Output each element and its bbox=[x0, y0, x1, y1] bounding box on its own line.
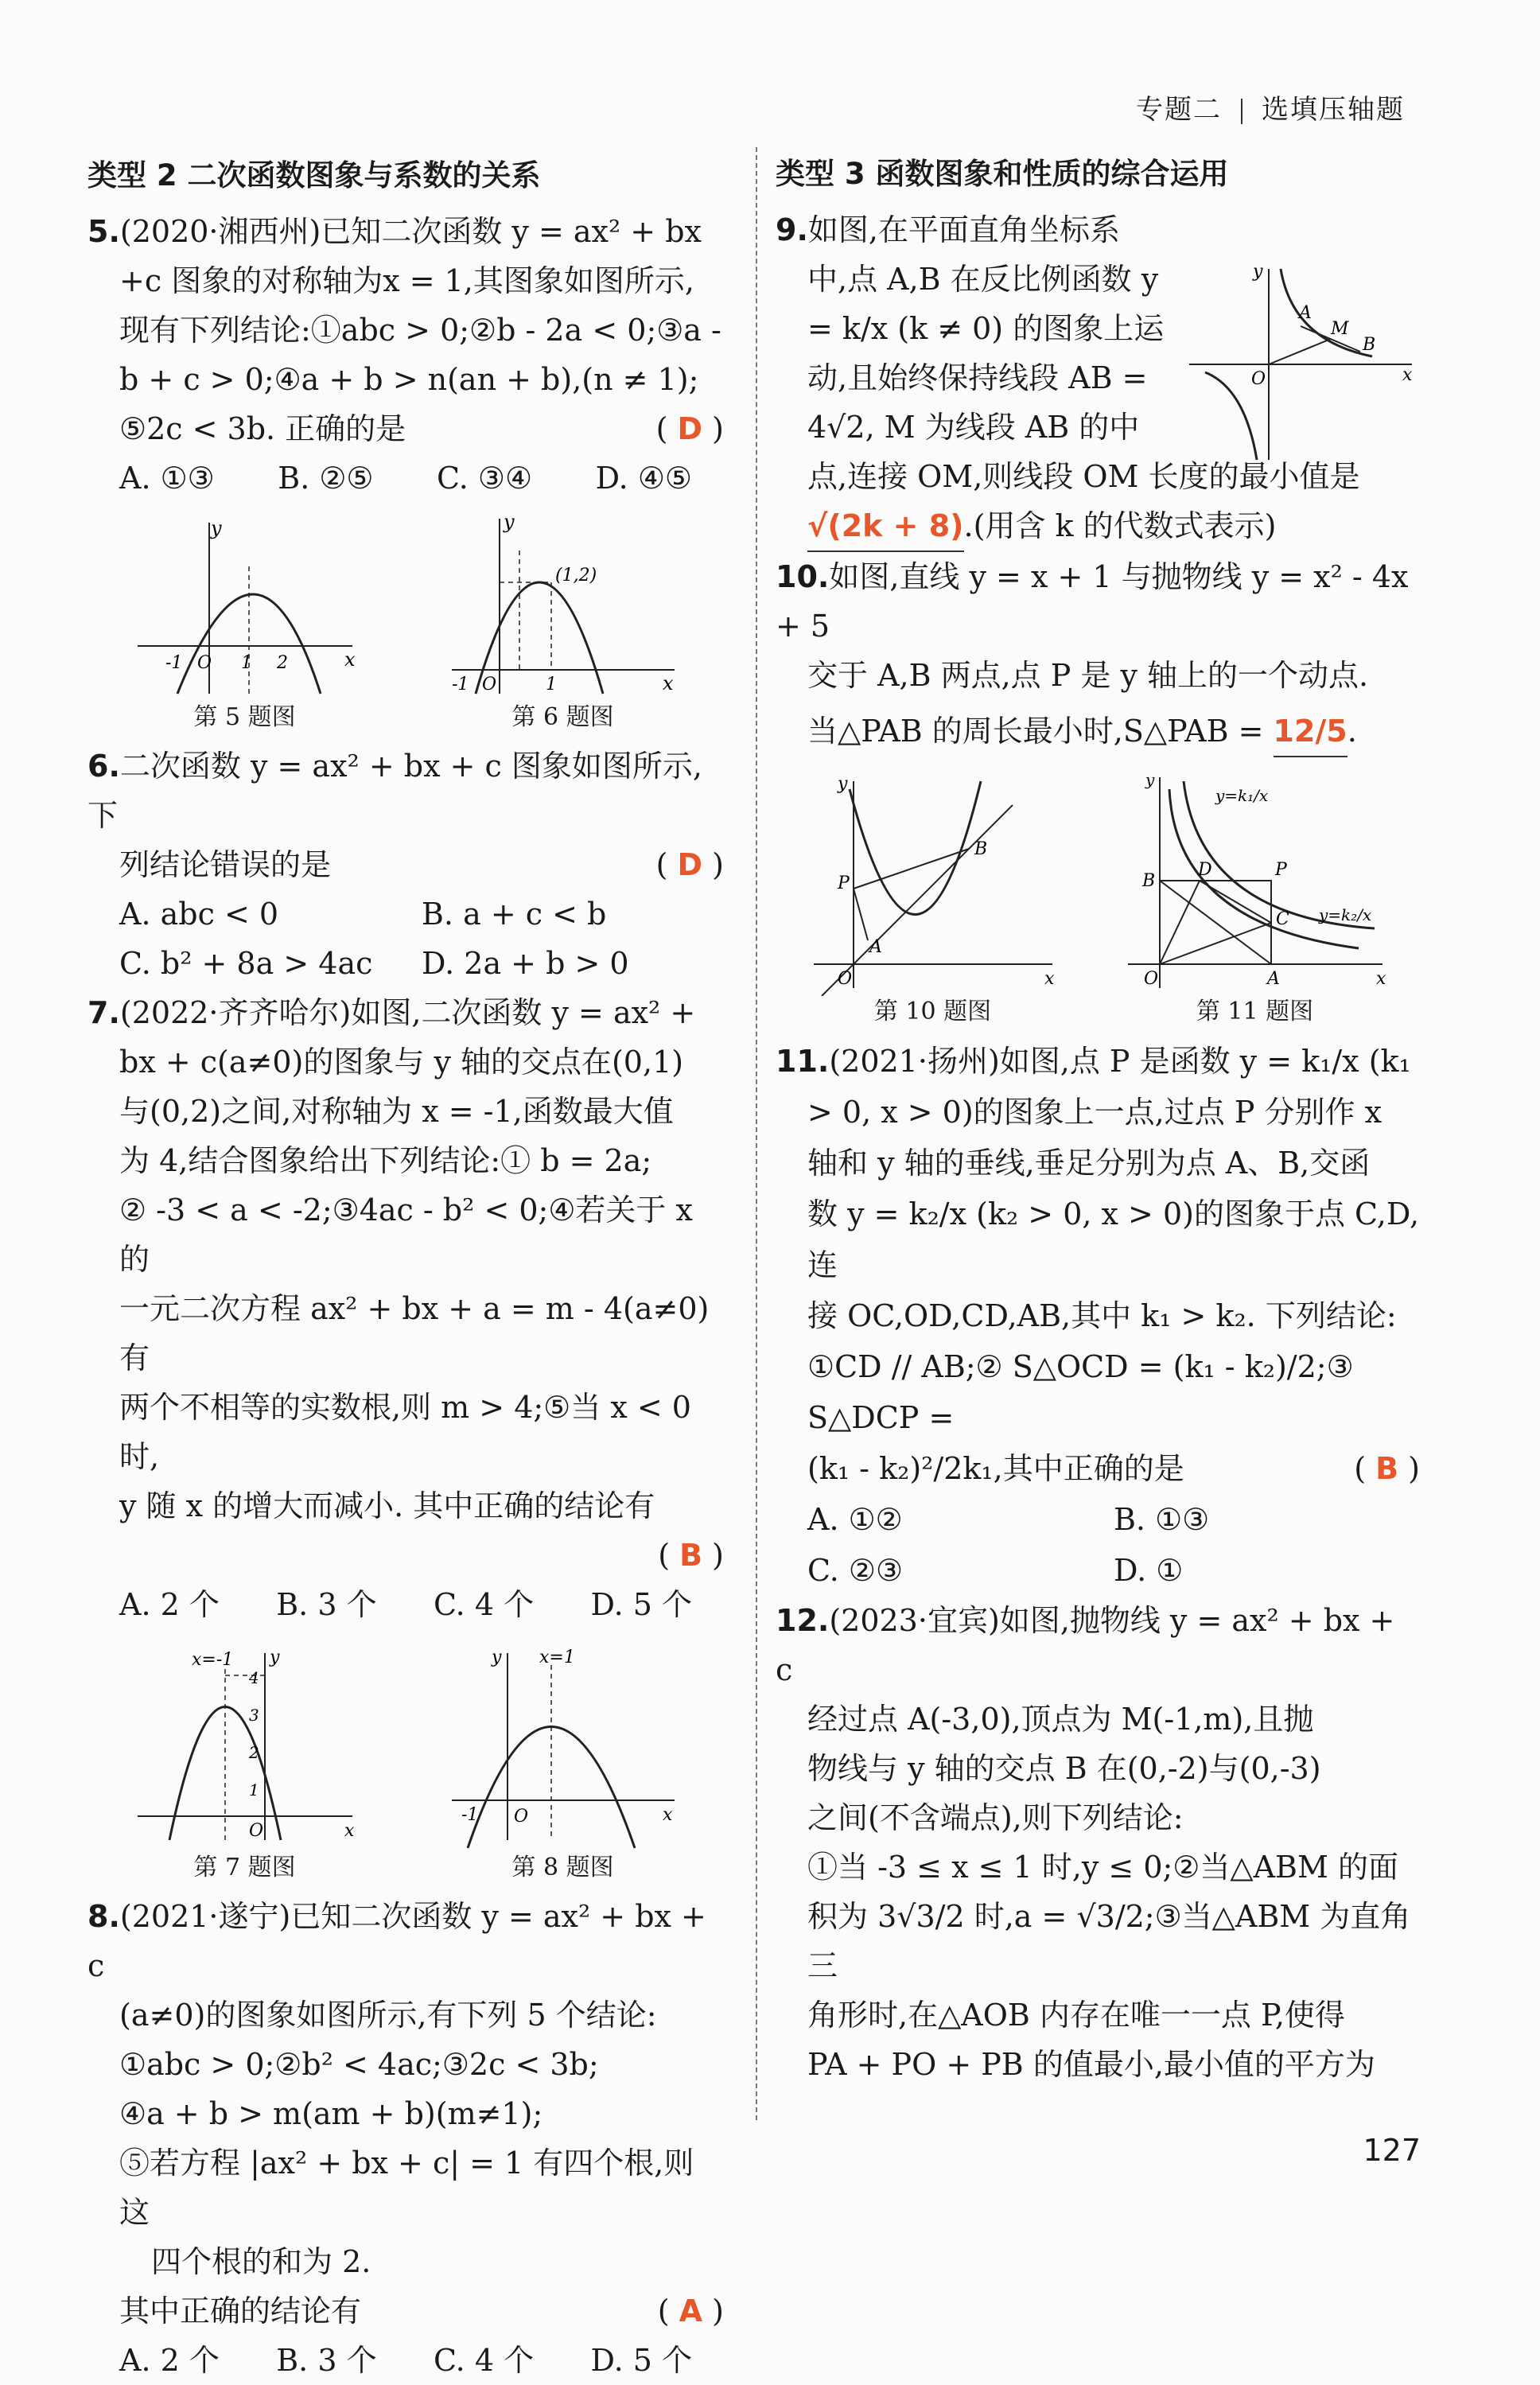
q8-line: ⑤若方程 |ax² + bx + c| = 1 有四个根,则这 bbox=[119, 2146, 694, 2230]
x-axis-label: x bbox=[1375, 969, 1386, 989]
option: B. ②⑤ bbox=[278, 461, 374, 496]
option: B. ①③ bbox=[1114, 1502, 1210, 1537]
q11-options bbox=[776, 1494, 1420, 1596]
figure-11 bbox=[1120, 765, 1390, 1028]
option: B. a + c < b bbox=[422, 897, 607, 932]
q8-line: (2021·遂宁)已知二次函数 y = ax² + bx + c bbox=[88, 1899, 706, 1983]
question-8 bbox=[88, 1892, 724, 2385]
section-title-type2: 类型 2 二次函数图象与系数的关系 bbox=[88, 158, 541, 193]
point-label: B bbox=[1363, 335, 1376, 355]
x-axis-label: x bbox=[1044, 969, 1054, 989]
q11-line: 接 OC,OD,CD,AB,其中 k₁ > k₂. 下列结论: bbox=[807, 1298, 1397, 1333]
question-5 bbox=[88, 207, 724, 503]
q8-options bbox=[88, 2336, 724, 2385]
figure-6-caption: 第 6 题图 bbox=[511, 703, 614, 731]
q9-answer: √(2k + 8) bbox=[807, 501, 964, 552]
q7-line: y 随 x 的增大而减小. 其中正确的结论有 bbox=[119, 1488, 655, 1523]
q9-number: 9. bbox=[776, 212, 808, 247]
option: D. 5 个 bbox=[590, 1587, 692, 1622]
figure-10-caption: 第 10 题图 bbox=[873, 998, 992, 1025]
column-divider bbox=[756, 147, 757, 2120]
figure-5-caption: 第 5 题图 bbox=[193, 703, 296, 731]
q5-options bbox=[88, 453, 724, 503]
q9-tail: .(用含 k 的代数式表示) bbox=[963, 508, 1277, 543]
figure-7 bbox=[130, 1637, 360, 1884]
q10-line: 当△PAB 的周长最小时,S△PAB = bbox=[807, 714, 1264, 749]
option: D. ④⑤ bbox=[595, 461, 692, 496]
y-axis-label: y bbox=[1253, 262, 1263, 282]
q7-line: (2022·齐齐哈尔)如图,二次函数 y = ax² + bbox=[119, 995, 696, 1030]
x-axis-label: x bbox=[1402, 365, 1413, 385]
figures-7-8 bbox=[88, 1637, 724, 1884]
origin-label: O bbox=[837, 969, 852, 989]
q9-line: 中,点 A,B 在反比例函数 y bbox=[807, 262, 1159, 297]
q7-line: ② -3 < a < -2;③4ac - b² < 0;④若关于 x 的 bbox=[119, 1192, 693, 1277]
q9-line: 动,且始终保持线段 AB = bbox=[807, 360, 1148, 395]
right-column bbox=[776, 150, 1420, 2089]
figures-10-11 bbox=[776, 765, 1420, 1028]
option: A. ①③ bbox=[119, 461, 215, 496]
figure-11-caption: 第 11 题图 bbox=[1196, 998, 1314, 1025]
q10-line: 如图,直线 y = x + 1 与抛物线 y = x² - 4x + 5 bbox=[776, 559, 1409, 644]
figure-6 bbox=[444, 511, 682, 733]
figure-7-graph bbox=[130, 1637, 360, 1852]
q12-number: 12. bbox=[776, 1603, 830, 1638]
q5-line: b + c > 0;④a + b > n(an + b),(n ≠ 1); bbox=[119, 362, 699, 397]
q11-line: (2021·扬州)如图,点 P 是函数 y = k₁/x (k₁ bbox=[829, 1044, 1411, 1079]
q9-line: 点,连接 OM,则线段 OM 长度的最小值是 bbox=[807, 459, 1360, 494]
q6-line: 列结论错误的是 bbox=[119, 847, 332, 882]
tick-label: -1 bbox=[451, 675, 469, 694]
curve-label: y=k₂/x bbox=[1318, 905, 1371, 924]
point-label: B bbox=[974, 839, 987, 859]
x-axis-label: x bbox=[662, 1805, 672, 1825]
point-label: (1,2) bbox=[554, 566, 597, 586]
header-title: 选填压轴题 bbox=[1262, 94, 1405, 126]
tick-label: -1 bbox=[461, 1805, 478, 1825]
q6-options bbox=[88, 889, 724, 988]
q12-line: 角形时,在△AOB 内存在唯一一点 P,使得 bbox=[807, 1998, 1345, 2033]
section-title-type3: 类型 3 函数图象和性质的综合运用 bbox=[776, 157, 1229, 191]
figure-5-graph bbox=[130, 511, 360, 702]
q6-answer-paren: ( D ) bbox=[655, 847, 724, 882]
figure-9-graph bbox=[1181, 253, 1420, 468]
figure-8-caption: 第 8 题图 bbox=[511, 1854, 614, 1881]
q5-line: +c 图象的对称轴为x = 1,其图象如图所示, bbox=[119, 263, 694, 298]
curve-label: y=k₁/x bbox=[1215, 786, 1268, 805]
question-6 bbox=[88, 741, 724, 988]
tick-label: 2 bbox=[276, 653, 288, 673]
q8-number: 8. bbox=[88, 1899, 120, 1934]
q11-line: 数 y = k₂/x (k₂ > 0, x > 0)的图象于点 C,D,连 bbox=[807, 1196, 1420, 1282]
q8-line: 四个根的和为 2. bbox=[151, 2244, 371, 2279]
q5-line: (2020·湘西州)已知二次函数 y = ax² + bx bbox=[119, 214, 702, 249]
tick-label: 4 bbox=[248, 1668, 259, 1687]
point-label: C bbox=[1275, 909, 1289, 929]
figure-5 bbox=[130, 511, 360, 733]
option: C. 4 个 bbox=[433, 1587, 535, 1622]
q11-line: (k₁ - k₂)²/2k₁,其中正确的是 bbox=[807, 1451, 1184, 1486]
point-label: A bbox=[869, 937, 882, 957]
q7-line: 两个不相等的实数根,则 m > 4;⑤当 x < 0 时, bbox=[119, 1390, 691, 1474]
q5-line: ⑤2c < 3b. 正确的是 bbox=[119, 411, 406, 446]
option: D. 2a + b > 0 bbox=[422, 946, 629, 981]
q7-number: 7. bbox=[88, 995, 120, 1030]
page-number: 127 bbox=[1363, 2133, 1421, 2168]
q7-answer: B bbox=[679, 1538, 703, 1573]
option: C. ②③ bbox=[807, 1553, 904, 1588]
x-axis-label: x bbox=[344, 1821, 354, 1841]
q7-line: 一元二次方程 ax² + bx + a = m - 4(a≠0)有 bbox=[119, 1291, 710, 1375]
option: D. ① bbox=[1114, 1553, 1184, 1588]
option: A. 2 个 bbox=[119, 1587, 220, 1622]
q7-line: bx + c(a≠0)的图象与 y 轴的交点在(0,1) bbox=[119, 1045, 684, 1080]
q7-answer-paren: ( B ) bbox=[658, 1538, 724, 1573]
question-12 bbox=[776, 1596, 1420, 2089]
q10-answer: 12/5 bbox=[1274, 706, 1348, 757]
q7-options bbox=[88, 1580, 724, 1629]
axis-of-symmetry-label: x=1 bbox=[539, 1648, 575, 1667]
q10-line: 交于 A,B 两点,点 P 是 y 轴上的一个动点. bbox=[807, 658, 1369, 693]
q6-answer: D bbox=[677, 847, 703, 882]
option: B. 3 个 bbox=[276, 1587, 377, 1622]
q12-line: (2023·宜宾)如图,抛物线 y = ax² + bx + c bbox=[776, 1603, 1395, 1687]
q12-line: 之间(不含端点),则下列结论: bbox=[807, 1800, 1184, 1835]
q5-line: 现有下列结论:①abc > 0;②b - 2a < 0;③a - bbox=[119, 313, 721, 348]
figure-7-caption: 第 7 题图 bbox=[193, 1854, 296, 1881]
option: C. ③④ bbox=[437, 461, 533, 496]
question-11 bbox=[776, 1036, 1420, 1596]
option: B. 3 个 bbox=[276, 2343, 377, 2378]
header-topic: 专题二 bbox=[1136, 94, 1222, 126]
tick-label: 1 bbox=[248, 1780, 259, 1799]
q9-line: = k/x (k ≠ 0) 的图象上运 bbox=[807, 311, 1165, 346]
tick-label: 2 bbox=[248, 1743, 259, 1762]
tick-label: 3 bbox=[248, 1706, 259, 1725]
q8-answer: A bbox=[679, 2294, 703, 2329]
left-column bbox=[88, 151, 724, 2385]
tick-label: -1 bbox=[165, 653, 182, 673]
q12-line: 物线与 y 轴的交点 B 在(0,-2)与(0,-3) bbox=[807, 1751, 1321, 1786]
origin-label: O bbox=[1251, 369, 1266, 389]
figure-10-graph bbox=[806, 765, 1060, 996]
option: C. b² + 8a > 4ac bbox=[119, 946, 373, 981]
point-label: D bbox=[1197, 860, 1212, 880]
q6-number: 6. bbox=[88, 749, 120, 784]
x-axis-label: x bbox=[662, 672, 674, 694]
point-label: A bbox=[1266, 969, 1280, 989]
q12-line: ①当 -3 ≤ x ≤ 1 时,y ≤ 0;②当△ABM 的面 bbox=[807, 1850, 1398, 1885]
question-7 bbox=[88, 988, 724, 1629]
option: A. ①② bbox=[807, 1502, 903, 1537]
figure-10 bbox=[806, 765, 1060, 1028]
q5-number: 5. bbox=[88, 214, 120, 249]
x-axis-label: x bbox=[344, 648, 356, 671]
q9-line: 如图,在平面直角坐标系 bbox=[807, 212, 1120, 247]
q8-line: ①abc > 0;②b² < 4ac;③2c < 3b; bbox=[119, 2047, 599, 2082]
point-label: A bbox=[1299, 303, 1312, 323]
q11-number: 11. bbox=[776, 1044, 830, 1079]
origin-label: O bbox=[481, 675, 496, 694]
question-9 bbox=[776, 205, 1420, 552]
y-axis-label: y bbox=[837, 774, 847, 794]
q7-line: 与(0,2)之间,对称轴为 x = -1,函数最大值 bbox=[119, 1094, 674, 1129]
q11-line: ①CD // AB;② S△OCD = (k₁ - k₂)/2;③ S△DCP = bbox=[807, 1349, 1354, 1435]
q11-line: 轴和 y 轴的垂线,垂足分别为点 A、B,交函 bbox=[807, 1146, 1371, 1181]
option: C. 4 个 bbox=[433, 2343, 535, 2378]
q6-line: 二次函数 y = ax² + bx + c 图象如图所示,下 bbox=[88, 749, 702, 833]
point-label: P bbox=[1274, 860, 1287, 880]
origin-label: O bbox=[1143, 969, 1158, 989]
tick-label: 1 bbox=[545, 675, 557, 694]
q12-line: PA + PO + PB 的值最小,最小值的平方为 bbox=[807, 2047, 1375, 2082]
q5-answer-paren: ( D ) bbox=[655, 411, 724, 446]
q7-line: 为 4,结合图象给出下列结论:① b = 2a; bbox=[119, 1143, 652, 1178]
tick-label: 1 bbox=[240, 653, 252, 673]
option: D. 5 个 bbox=[590, 2343, 692, 2378]
q8-line: (a≠0)的图象如图所示,有下列 5 个结论: bbox=[119, 1998, 657, 2033]
q8-line: 其中正确的结论有 bbox=[119, 2294, 362, 2329]
y-axis-label: y bbox=[1145, 770, 1154, 789]
point-label: B bbox=[1141, 871, 1155, 891]
q11-answer: B bbox=[1375, 1451, 1399, 1486]
point-label: M bbox=[1331, 319, 1349, 339]
figures-5-6 bbox=[88, 511, 724, 733]
q12-line: 积为 3√3/2 时,a = √3/2;③当△ABM 为直角三 bbox=[807, 1899, 1411, 1983]
option: A. 2 个 bbox=[119, 2343, 220, 2378]
q11-answer-paren: ( B ) bbox=[1354, 1451, 1420, 1486]
origin-label: O bbox=[513, 1807, 528, 1827]
origin-label: O bbox=[196, 653, 212, 673]
figure-11-graph bbox=[1120, 765, 1390, 996]
y-axis-label: y bbox=[503, 511, 515, 533]
origin-label: O bbox=[248, 1821, 263, 1841]
axis-of-symmetry-label: x=-1 bbox=[191, 1650, 233, 1670]
option: A. abc < 0 bbox=[119, 897, 279, 932]
question-10: 10.如图,直线 y = x + 1 与抛物线 y = x² - 4x + 5 交于 A,B 两点,点 P 是 y 轴上的一个动点. 当△PAB 的周长最小时,S△PAB = 12/5. bbox=[776, 552, 1420, 757]
q10-number: 10. bbox=[776, 559, 830, 594]
q12-line: 经过点 A(-3,0),顶点为 M(-1,m),且抛 bbox=[807, 1702, 1314, 1737]
q8-answer-paren: ( A ) bbox=[657, 2294, 724, 2329]
q9-line: 4√2, M 为线段 AB 的中 bbox=[807, 410, 1140, 445]
point-label: P bbox=[837, 873, 850, 893]
y-axis-label: y bbox=[210, 517, 222, 539]
q5-answer: D bbox=[677, 411, 703, 446]
figure-6-graph bbox=[444, 511, 682, 702]
figure-8 bbox=[444, 1637, 682, 1884]
q8-line: ④a + b > m(am + b)(m≠1); bbox=[119, 2096, 543, 2131]
y-axis-label: y bbox=[491, 1648, 501, 1667]
header-separator bbox=[1241, 99, 1242, 124]
page-header bbox=[1136, 88, 1405, 126]
y-axis-label: y bbox=[269, 1648, 279, 1667]
q11-line: > 0, x > 0)的图象上一点,过点 P 分别作 x bbox=[807, 1095, 1382, 1130]
figure-8-graph bbox=[444, 1637, 682, 1852]
